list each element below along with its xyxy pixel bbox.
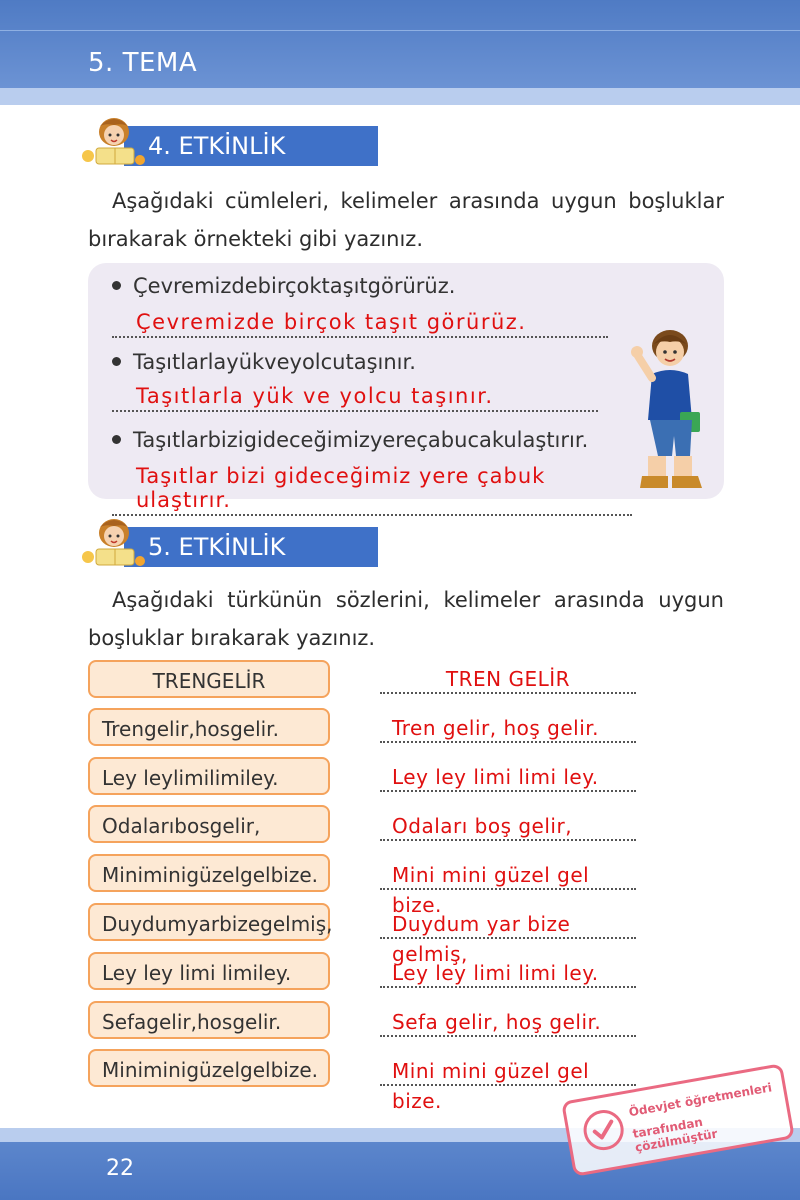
header-line [0, 30, 800, 31]
song-line-answer: Duydum yar bize gelmiş, [380, 909, 636, 939]
activity5-title: 5. ETKİNLİK [148, 533, 286, 561]
song-line-answer: Odaları boş gelir, [380, 811, 636, 841]
song-line-answer: Ley ley limi limi ley. [380, 958, 636, 988]
activity5-heading [78, 527, 378, 567]
activity4-instruction: Aşağıdaki cümleleri, kelimeler arasında uygun boşluklar bırakarak örnekteki gibi yazınız. [88, 189, 724, 251]
activity4-prompt-1: Çevremizdebirçoktaşıtgörürüz. [112, 274, 455, 298]
header-band [0, 0, 800, 105]
boy-illustration [630, 328, 708, 494]
song-line-box: Odalarıbosgelir, [88, 805, 330, 843]
song-line-box: Miniminigüzelgelbize. [88, 1049, 330, 1087]
stamp-line-1: Ödevjet öğretmenleri [627, 1080, 773, 1120]
song-line-box: Duydumyarbizegelmiş, [88, 903, 330, 941]
activity4-heading [78, 126, 378, 166]
activity4-prompt-3: Taşıtlarbizigideceğimizyereçabucakulaştırır. [112, 428, 588, 452]
activity4-prompt-2: Taşıtlarlayükveyolcutaşınır. [112, 350, 416, 374]
activity4-answer-1: Çevremizde birçok taşıt görürüz. [112, 310, 608, 338]
girl-reading-icon [78, 511, 150, 575]
song-line-box: Trengelir,hosgelir. [88, 708, 330, 746]
header-stripe [0, 88, 800, 105]
bullet-icon [112, 281, 121, 290]
song-line-answer: Tren gelir, hoş gelir. [380, 713, 636, 743]
song-line-box: Ley leylimilimiley. [88, 757, 330, 795]
bullet-icon [112, 357, 121, 366]
activity4-answer-3: Taşıtlar bizi gideceğimiz yere çabuk ulaştırır. [112, 464, 632, 516]
song-line-answer: TREN GELİR [380, 664, 636, 694]
stamp-line-2: tarafından çözülmüştür [631, 1114, 719, 1155]
song-line-answer: Sefa gelir, hoş gelir. [380, 1007, 636, 1037]
activity4-title: 4. ETKİNLİK [148, 132, 286, 160]
song-line-answer: Mini mini güzel gel bize. [380, 1056, 636, 1086]
girl-reading-icon [78, 110, 150, 174]
song-line-box: TRENGELİR [88, 660, 330, 698]
song-line-box: Miniminigüzelgelbize. [88, 854, 330, 892]
bullet-icon [112, 435, 121, 444]
song-line-box: Sefagelir,hosgelir. [88, 1001, 330, 1039]
song-line-answer: Mini mini güzel gel bize. [380, 860, 636, 890]
theme-title: 5. TEMA [88, 48, 198, 78]
activity5-instruction: Aşağıdaki türkünün sözlerini, kelimeler arasında uygun boşluklar bırakarak yazınız. [88, 588, 724, 650]
activity4-answer-2: Taşıtlarla yük ve yolcu taşınır. [112, 384, 598, 412]
page-number: 22 [106, 1156, 134, 1181]
song-line-answer: Ley ley limi limi ley. [380, 762, 636, 792]
checkmark-icon [580, 1107, 626, 1153]
song-line-box: Ley ley limi limiley. [88, 952, 330, 990]
